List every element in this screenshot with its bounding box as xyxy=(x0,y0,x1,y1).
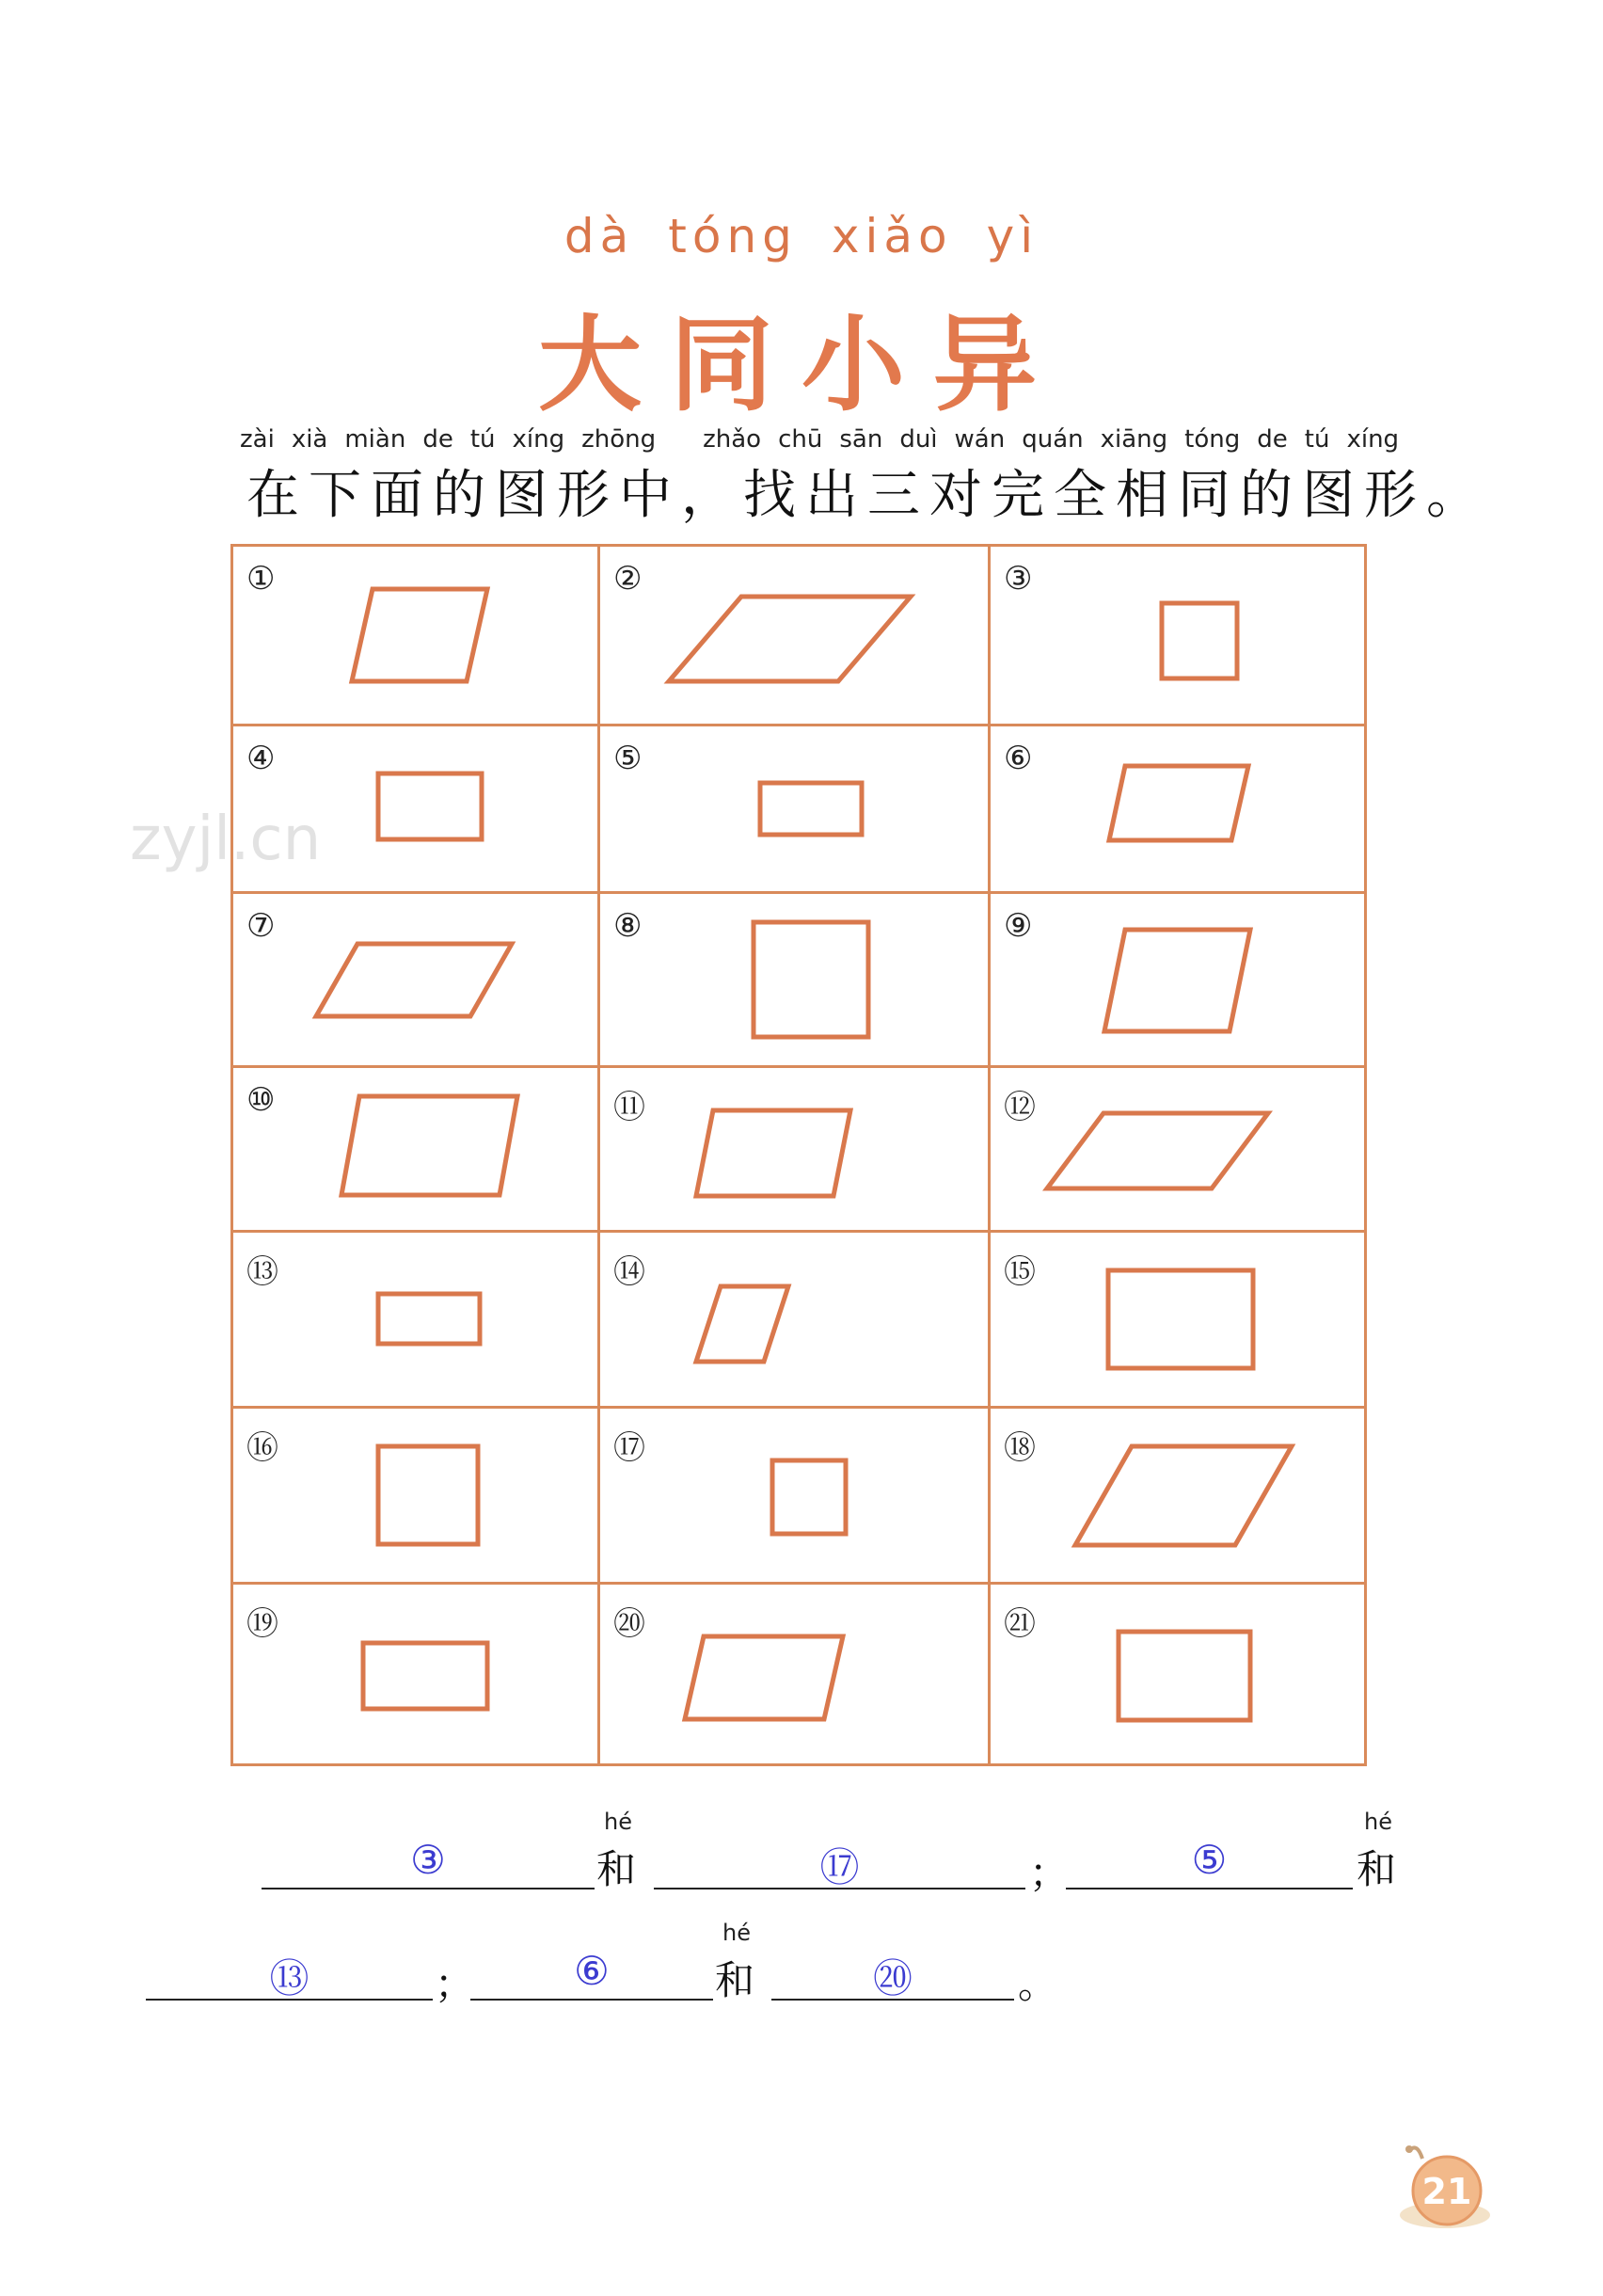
cell-number: ⑮ xyxy=(1004,1253,1036,1291)
cell-number: ⑬ xyxy=(246,1253,278,1291)
pinyin-syllable: tóng xyxy=(1184,425,1241,454)
answer-blank[interactable] xyxy=(262,1888,595,1889)
pinyin-syllable: zài xyxy=(240,425,275,454)
he-pinyin: hé xyxy=(722,1920,751,1946)
period: 。 xyxy=(1018,1961,1058,2007)
pinyin-syllable: xià xyxy=(291,425,328,454)
cell-number: ⑰ xyxy=(613,1429,645,1467)
pinyin-syllable: chū xyxy=(778,425,823,454)
answer-blank[interactable] xyxy=(1066,1888,1353,1889)
pinyin-syllable: yì xyxy=(986,209,1040,263)
pinyin-syllable: miàn xyxy=(344,425,406,454)
pinyin-syllable: sān xyxy=(839,425,883,454)
pinyin-syllable: duì xyxy=(899,425,938,454)
pinyin-syllable: xíng xyxy=(512,425,565,454)
answer-value: ③ xyxy=(410,1837,446,1883)
pinyin-syllable: tú xyxy=(469,425,496,454)
semicolon: ； xyxy=(1029,1850,1070,1896)
page-title: 大同小异 xyxy=(538,305,1065,425)
pinyin-syllable: xiǎo xyxy=(831,209,953,263)
pinyin-syllable: de xyxy=(422,425,453,454)
instruction-text: 在下面的图形中，找出三对完全相同的图形。 xyxy=(246,465,1488,526)
he-character: 和 xyxy=(715,1957,755,2003)
cell-number: ① xyxy=(246,560,276,598)
cell-number: ⑨ xyxy=(1004,907,1033,945)
cell-number: ㉑ xyxy=(1004,1605,1036,1643)
cell-number: ⑳ xyxy=(613,1605,645,1643)
cell-number: ⑱ xyxy=(1004,1429,1036,1467)
pinyin-syllable: de xyxy=(1257,425,1288,454)
answer-value: ⑰ xyxy=(819,1844,860,1890)
cell-number: ⑲ xyxy=(246,1605,278,1643)
cell-number: ③ xyxy=(1004,560,1033,598)
snail-icon xyxy=(1390,2132,1494,2236)
pinyin-syllable: zhōng xyxy=(581,425,657,454)
he-character: 和 xyxy=(596,1846,637,1892)
answer-value: ⑬ xyxy=(269,1955,309,2001)
semicolon: ； xyxy=(435,1961,475,2007)
pinyin-syllable: tú xyxy=(1304,425,1330,454)
he-character: 和 xyxy=(1357,1846,1397,1892)
he-pinyin: hé xyxy=(1364,1809,1392,1835)
cell-number: ⑯ xyxy=(246,1429,278,1467)
cell-number: ⑧ xyxy=(613,907,643,945)
cell-number: ⑦ xyxy=(246,907,276,945)
answer-blank[interactable] xyxy=(470,1999,713,2001)
pinyin-syllable: quán xyxy=(1022,425,1084,454)
pinyin-syllable: dà xyxy=(563,209,635,263)
pinyin-syllable: tóng xyxy=(668,209,798,263)
pinyin-syllable: wán xyxy=(954,425,1006,454)
answer-value: ⑥ xyxy=(574,1948,610,1994)
cell-number: ⑭ xyxy=(613,1253,645,1291)
pinyin-syllable: xíng xyxy=(1346,425,1400,454)
he-pinyin: hé xyxy=(604,1809,632,1835)
pinyin-syllable: zhǎo xyxy=(703,425,762,454)
cell-number: ④ xyxy=(246,740,276,777)
page-number-badge xyxy=(1390,2132,1494,2236)
answer-value: ⑳ xyxy=(872,1955,913,2001)
cell-number: ⑤ xyxy=(613,740,643,777)
cell-number: ② xyxy=(613,560,643,598)
watermark: zyjl.cn xyxy=(130,805,322,874)
cell-number: ⑪ xyxy=(613,1089,645,1126)
cell-number: ⑥ xyxy=(1004,740,1033,777)
page-number: 21 xyxy=(1421,2171,1472,2212)
pinyin-syllable: xiāng xyxy=(1100,425,1168,454)
answer-value: ⑤ xyxy=(1191,1837,1228,1883)
cell-number: ⑫ xyxy=(1004,1089,1036,1126)
cell-number: ⑩ xyxy=(246,1081,276,1119)
